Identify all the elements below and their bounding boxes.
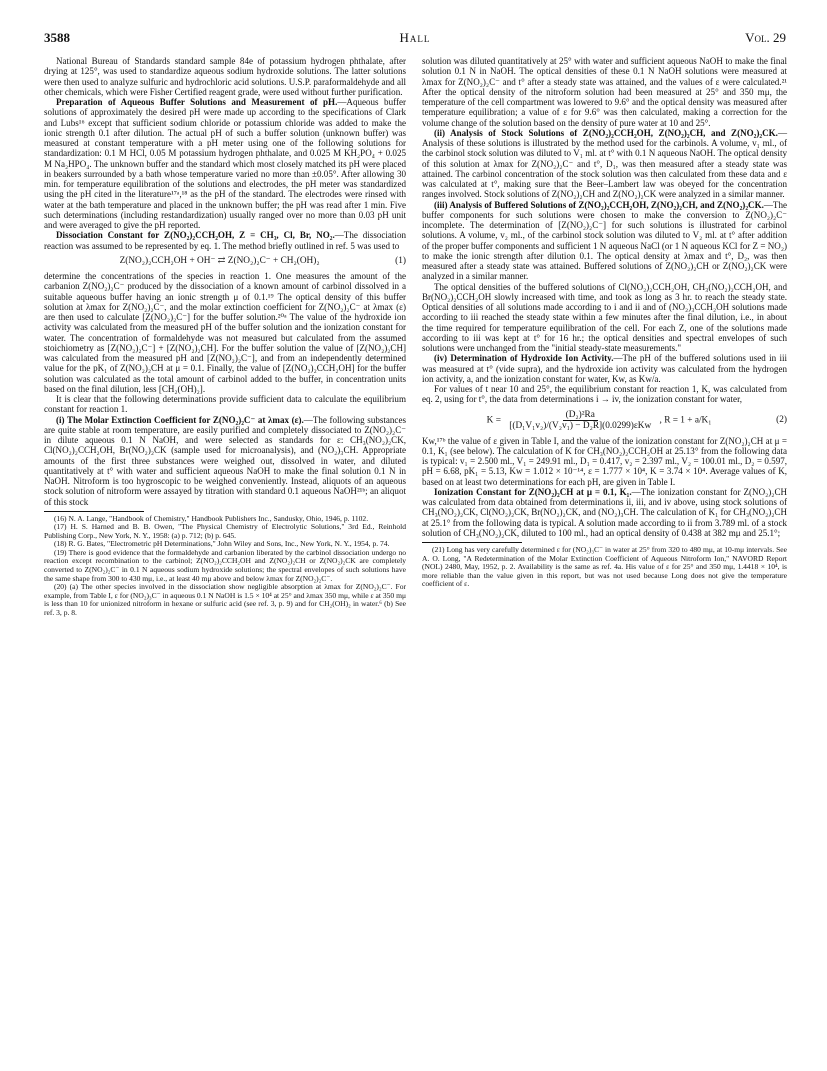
footnote: (18) R. G. Bates, "Electrometric pH Determinations," John Wiley and Sons, Inc., New York, N. Y., 1954, p. 74. <box>54 539 390 549</box>
equation-number: (1) <box>395 255 406 266</box>
footnote-divider <box>44 511 144 512</box>
volume-label: Vol. 29 <box>745 30 786 45</box>
paragraph: determine the concentrations of the species in reaction 1. One measures the amount of the carbanion Z(NO₂)₂C⁻ produced by the dissociation of a known amount of carbinol dissolved in a suitable aqueous buffer having an ionic strength μ of 0.1.¹⁹ The optical density of this buffer solution at λmax for Z(NO₂)₂C⁻, and the molar extinction coefficient for Z(NO₂)₂C⁻ at λmax (ε) are then used to calculate [Z(NO₂)₂C⁻] for the buffer solution.²⁰ᵃ The value of the hydroxide ion activity was calculated from the measured pH of the buffer solution and the ionization constant for water. The concentration of formaldehyde was not measured but calculated from the assumed stoichiometry as [Z(NO₂)₂C⁻] + [Z(NO₂)₂CH]. For the buffer solution the value of [Z(NO₂)₂CH] was calculated from the measured pH and [Z(NO₂)₂C⁻], and from an independently determined value for the pK₁ of Z(NO₂)₂CH at μ = 0.1. Finally, the value of [Z(NO₂)₂CCH₂OH] for the buffer solution was calculated as the total amount of carbinol added to the buffer, in concentration units based on the final dilution, less [CH₂(OH)₂]. <box>44 271 406 394</box>
footnote: (17) H. S. Harned and B. B. Owen, "The Physical Chemistry of Electrolytic Solutions," 3rd Ed., Reinhold Publishing Corp., New York, N. Y., 1958: (a) p. 712; (b) p. 645. <box>44 522 406 540</box>
paragraph: For values of t near 10 and 25°, the equilibrium constant for reaction 1, K, was calculated from eq. 2, using for t°, the data from determinations i → iv, the ionization constant for water, <box>422 384 787 405</box>
footnote: (19) There is good evidence that the formaldehyde and carbanion liberated by the carbinol dissociation undergo no reaction except recombination to the carbinol; Z(NO₂)₂CCH₂OH and Z(NO₂)₂CH or Z(NO₂)₂CK are completely converted to Z(NO₂)₂C⁻ in 0.1 N aqueous sodium hydroxide solutions; the spectral envelopes of such solutions have the same shape from 300 to 430 mμ, i.e., at least 40 mμ above and below λmax for Z(NO₂)₂C⁻. <box>44 547 406 583</box>
paragraph: Kw,¹⁷ᵇ the value of ε given in Table I, and the value of the ionization constant for Z(NO₂)₂CH at μ = 0.1, K₁ (see below). The calculation of K for CH₃(NO₂)₂CCH₂OH at 25.13° from the following data is typical: v₁ = 2.500 ml., V₁ = 249.91 ml., D₁ = 0.417, v₂ = 2.397 ml., V₂ = 100.01 ml., D₂ = 0.597, pH = 6.68, pK₁ = 5.13, Kw = 1.012 × 10⁻¹⁴, ε = 1.777 × 10⁴, K = 3.74 × 10⁴. Average values of K, based on at least two determinations for each pH, are given in Table I. <box>422 435 787 487</box>
equation-1 <box>44 256 406 266</box>
footnote: (21) Long has very carefully determined ε for (NO₂)₃C⁻ in water at 25° from 320 to 480 mμ, at 10-mμ intervals. See A. O. Long, "A Redetermination of the Molar Extinction Coefficient of Aqueous Nitroform Ion," NAVORD Report (NOL) 2480, May, 1952, p. 2. Availability is the same as ref. 4a. His value of ε for 25° and 350 mμ, 1.4418 × 10⁴, is more reliable than the value given in this report, but was not used because Long does not give the temperature coefficient of ε. <box>422 545 787 589</box>
paragraph: Preparation of Aqueous Buffer Solutions and Measurement of pH.—Aqueous buffer solutions of approximately the desired pH were made up according to the specifications of Clark and Lubs¹⁶ except that sufficient sodium chloride or potassium chloride was added to make the ionic strength 0.1 after dilution. The actual pH of such a buffer solution (unknown buffer) was measured at constant temperature with a pH meter using one of the following solutions for standardization: 0.1 M HCl, 0.05 M potassium hydrogen phthalate, and 0.025 M KH₂PO₄ + 0.025 M Na₂HPO₄. The unknown buffer and the standard which most closely matched its pH were placed in beakers surrounded by a bath whose temperature varied no more than ±0.05°. After allowing 30 min. for temperature equilibration of the solutions and electrodes, the pH meter was standardized using the pH cited in the literature¹⁷ᵃ,¹⁸ as the pH of the standard. The electrodes were rinsed with water at the bath temperature and placed in the unknown buffer; the pH was read after 1 min. Five such determinations (including restandardization) usually ranged over no more than 0.03 pH unit and were averaged to give the pH reported. <box>44 97 406 230</box>
paragraph: The optical densities of the buffered solutions of Cl(NO₂)₂CCH₂OH, CH₃(NO₂)₂CCH₂OH, and Br(NO₂)₂CCH₂OH slowly increased with time, and took as long as 3 hr. to reach the steady state. Optical densities of all solutions made according to i and ii and of (NO₂)₃CCH₂OH solutions made according to iii reached the steady state within a few minutes after the final dilution, i.e., in about the time required for temperature equilibration of the cell. For each Z, one of the solutions made according to iii was kept at t° for 16 hr.; the optical densities and spectral envelopes of such solutions were unchanged from the "initial steady-state measurements." <box>422 281 787 353</box>
footnotes-left <box>44 515 406 618</box>
section-heading: (ii) Analysis of Stock Solutions of Z(NO₂)₂CCH₂OH, Z(NO₂)₂CH, and Z(NO₂)₂CK. <box>434 127 778 138</box>
equation-fraction <box>506 410 654 431</box>
paragraph: (i) The Molar Extinction Coefficient for Z(NO₂)₂C⁻ at λmax (ε).—The following substances are quite stable at room temperature, are easily purified and completely dissociated to Z(NO₂)₂C⁻ in dilute aqueous 0.1 N NaOH, and were selected as standards for ε: CH₃(NO₂)₂CK, Cl(NO₂)₂CCH₂OH, Br(NO₂)₂CK (sample used for microanalysis), and (NO₂)₃CH. Appropriate amounts of the first three substances were weighed out, dissolved in water, and diluted quantitatively at t° with water and sufficient aqueous NaOH to make the final solution 0.1 N in NaOH. Nitroform is too hygroscopic to be weighed conveniently. Instead, aliquots of an aqueous stock solution of nitroform were assayed by titration with standard 0.1 aqueous NaOH²¹ᵇ; an aliquot of this stock <box>44 414 406 507</box>
left-column <box>44 56 406 617</box>
footnote: (20) (a) The other species involved in the dissociation show negligible absorption at λmax for Z(NO₂)₂C⁻. For example, from Table I, ε for (NO₂)₃C⁻ in aqueous 0.1 N NaOH is 1.5 × 10⁴ at 25° and λmax 350 mμ, while ε at 350 mμ is less than 10 for unionized nitroform in hexane or sulfuric acid (see ref. 3, p. 9) and for CH₂(OH)₂ in water.⁶ (b) See ref. 3, p. 8. <box>44 582 406 617</box>
equation-number: (2) <box>776 414 787 425</box>
footnote-divider <box>422 542 522 543</box>
fraction-numerator: (D₂)²Ra <box>563 410 598 421</box>
section-heading: (iii) Analysis of Buffered Solutions of Z(NO₂)₂CCH₂OH, Z(NO₂)₂CH, and Z(NO₂)₂CK. <box>434 199 764 210</box>
section-heading: Dissociation Constant for Z(NO₂)₂CCH₂OH, Z = CH₃, Cl, Br, NO₂. <box>56 230 335 241</box>
section-heading: Preparation of Aqueous Buffer Solutions and Measurement of pH. <box>56 97 338 107</box>
paragraph: solution was diluted quantitatively at 25° with water and sufficient aqueous NaOH to make the final solution 0.1 N in NaOH. The optical densities of these 0.1 N NaOH solutions were measured at λmax for Z(NO₂)₂C⁻ and t° after a steady state was attained, and the values of ε were calculated.²¹ After the optical density of the nitroform solution had been measured at 25° and 350 mμ, the temperature of the cell compartment was lowered to 9.6° and the optical density was measured after temperature equilibration; a value of ε for 9.6° was then calculated, making a correction for the volume change of the solution based on the density of pure water at 10 and 25°. <box>422 56 787 128</box>
paragraph: It is clear that the following determinations provide sufficient data to calculate the equilibrium constant for reaction 1. <box>44 394 406 415</box>
section-heading: (iv) Determination of Hydroxide Ion Activity. <box>434 353 614 364</box>
paragraph: Dissociation Constant for Z(NO₂)₂CCH₂OH, Z = CH₃, Cl, Br, NO₂.—The dissociation reaction was assumed to be represented by eq. 1. The method briefly outlined in ref. 5 was used to <box>44 230 406 251</box>
page-number: 3588 <box>44 30 70 45</box>
right-column <box>422 56 787 589</box>
paragraph: Ionization Constant for Z(NO₂)₂CH at μ = 0.1, K₁.—The ionization constant for Z(NO₂)₂CH was calculated from data obtained from determinations ii, iii, and iv above, using stock solutions of CH₃(NO₂)₂CK, Cl(NO₂)₂CK, Br(NO₂)₂CK, and (NO₂)₃CH. The calculation of K₁ for CH₃(NO₂)₂CH at 25.1° from the following data is typical. A solution made according to ii from 3.789 ml. of a stock solution of CH₃(NO₂)₂CK, diluted to 100 ml., had an optical density of 0.438 at 382 mμ and 25.1°; <box>422 486 788 538</box>
footnotes-right <box>422 546 787 589</box>
footnote: (16) N. A. Lange, "Handbook of Chemistry," Handbook Publishers Inc., Sandusky, Ohio, 1946, p. 1102. <box>54 513 369 523</box>
paragraph: National Bureau of Standards standard sample 84e of potassium hydrogen phthalate, after drying at 125°, was used to standardize aqueous sodium hydroxide solutions. The latter solutions were then used to analyze sulfuric and hydrochloric acid solutions. U.S.P. paraformaldehyde and all other chemicals, which were Fisher Certified reagent grade, were used without further purification. <box>44 56 406 97</box>
paragraph: (iv) Determination of Hydroxide Ion Activity.—The pH of the buffered solutions used in iii was measured at t° (vide supra), and the hydroxide ion activity was calculated from the hydrogen ion activity, a, and the ionization constant for water, Kw, as Kw/a. <box>422 353 787 384</box>
fraction-denominator: [(D₁V₁v₂)/(V₂v₁) − D₂R](0.0299)εKw <box>509 420 652 431</box>
section-heading: Ionization Constant for Z(NO₂)₂CH at μ = 0.1, K₁. <box>434 486 632 497</box>
paragraph: (ii) Analysis of Stock Solutions of Z(NO₂)₂CCH₂OH, Z(NO₂)₂CH, and Z(NO₂)₂CK.—Analysis of these solutions is illustrated by the method used for the carbinols. A volume, v₁ ml., of the carbinol stock solution was diluted to V₁ ml. at t° with 0.1 N aqueous NaOH. The optical density of this solution at λmax for Z(NO₂)₂C⁻ and t°, D₁, was then measured after a steady state was attained. The carbinol concentration of the stock solution was then calculated from these data and ε was calculated at t°, making sure that the Beer–Lambert law was obeyed for the concentration ranges involved. Stock solutions of Z(NO₂)₂CH and Z(NO₂)₂CK were analyzed in a similar manner. <box>422 127 787 200</box>
equation-body: Z(NO₂)₂CCH₂OH + OH⁻ ⇄ Z(NO₂)₂C⁻ + CH₂(OH)₂ <box>119 255 320 266</box>
running-header <box>44 30 786 50</box>
equation-body: K = $\frac{\text{(D₂)²Ra}}{\text{[(D₁V₁v₂)/(V₂v₁) − D₂R](0.0299)εKw}}$ , R = 1 + a/K₁ <box>486 409 712 431</box>
running-head-author: Hall <box>399 30 431 45</box>
section-heading: (i) The Molar Extinction Coefficient for Z(NO₂)₂C⁻ at λmax (ε). <box>56 414 304 425</box>
paragraph: (iii) Analysis of Buffered Solutions of Z(NO₂)₂CCH₂OH, Z(NO₂)₂CH, and Z(NO₂)₂CK.—The buffer components for such solutions were chosen to make the conversion to Z(NO₂)₂C⁻ incomplete. The determination of [Z(NO₂)₂C⁻] for such solutions is illustrated for carbinol solutions. A volume, v₂ ml., of the carbinol stock solution was diluted to V₂ ml. at t° after addition of the proper buffer components and sufficient 1 N aqueous NaCl (or 1 N aqueous KCl for Z = NO₂) to make the ionic strength after dilution 0.1. The optical density at λmax and t°, D₂, was then measured after a steady state was attained. Buffered solutions of Z(NO₂)₂CH or Z(NO₂)₂CK were analyzed in a similar manner. <box>422 199 787 282</box>
equation-2 <box>422 410 787 431</box>
